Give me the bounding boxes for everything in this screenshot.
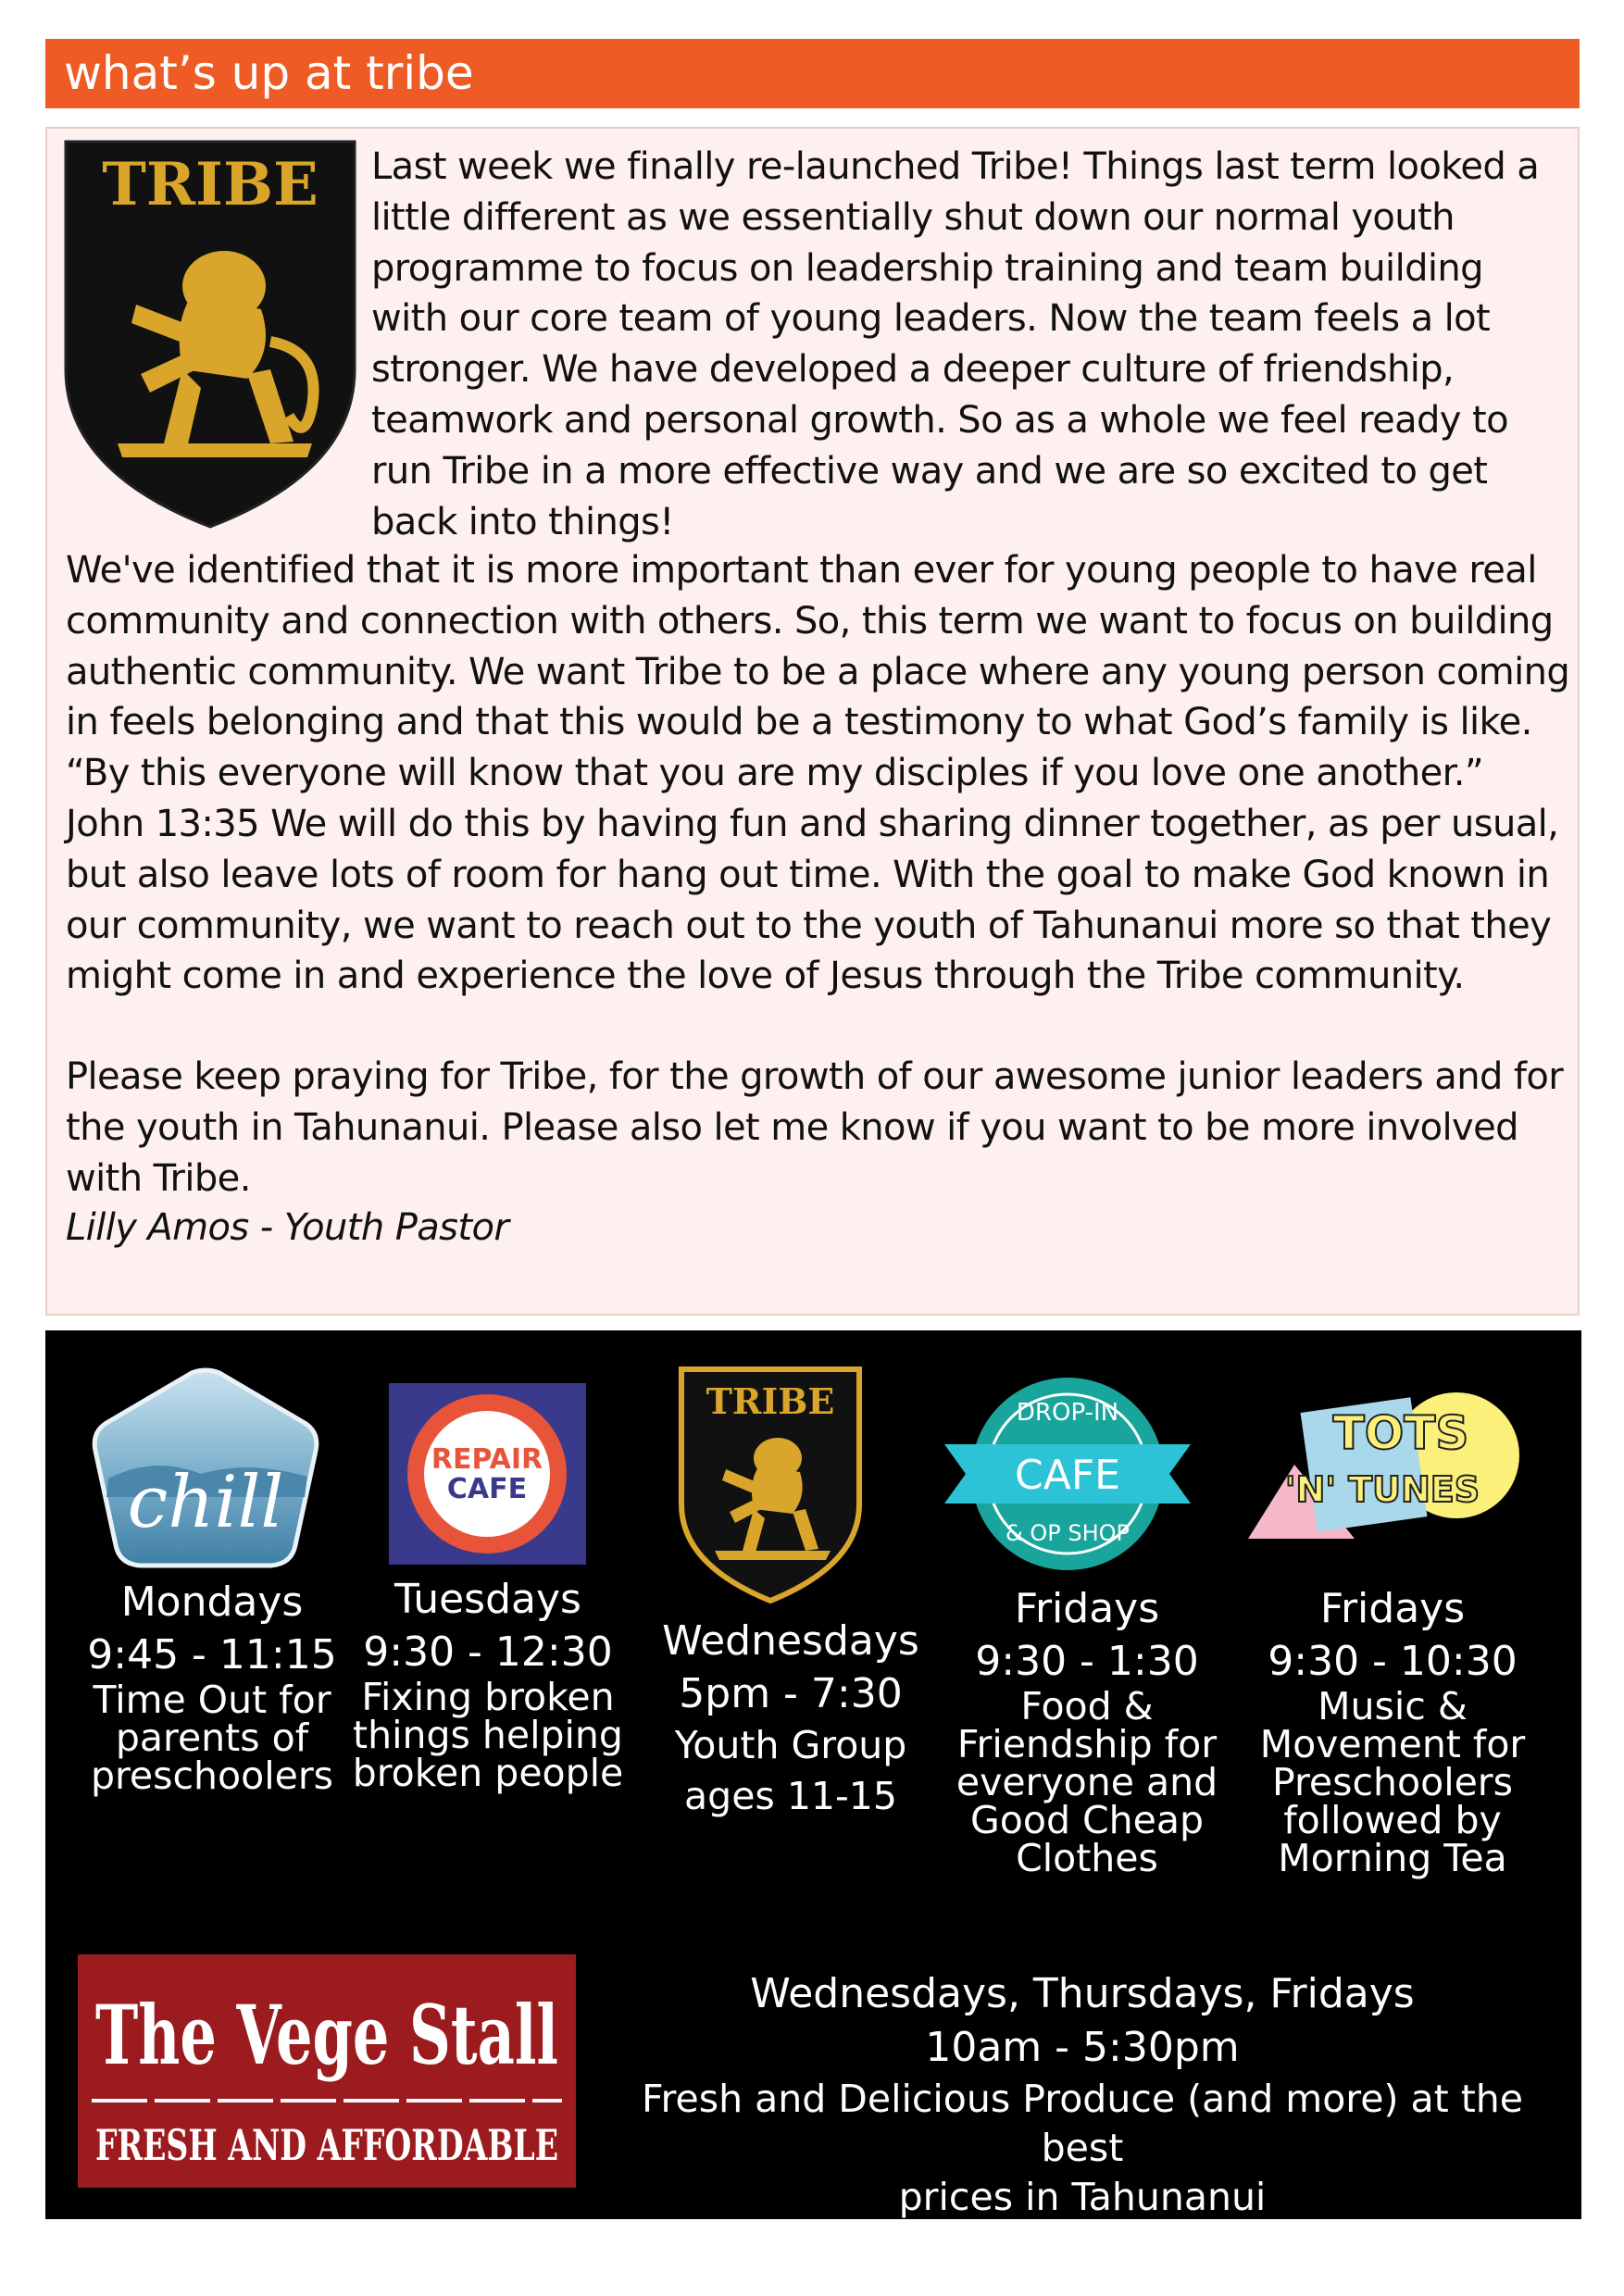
chill-logo — [90, 1367, 321, 1571]
tribe-article — [45, 127, 1580, 1316]
event-time: 5pm - 7:30 — [679, 1670, 903, 1717]
vege-days: Wednesdays, Thursdays, Fridays — [750, 1970, 1415, 2017]
vege-desc-2: prices in Tahunanui — [898, 2175, 1267, 2219]
event-desc-line: broken people — [352, 1751, 624, 1795]
drop-in-cafe-logo — [943, 1372, 1193, 1576]
vege-hours: 10am - 5:30pm — [925, 2024, 1240, 2071]
event-desc-line: Clothes — [1016, 1836, 1158, 1880]
prayer-paragraph: Please keep praying for Tribe, for the growth of our awesome junior leaders and for the youth in Tahunanui. Please also let me know if you want to be more involved with Tribe. — [66, 1055, 1564, 1200]
tribe-small-logo-text: TRIBE — [706, 1380, 835, 1422]
event-wednesdays — [643, 1615, 939, 1822]
tribe-shield-logo — [62, 138, 358, 531]
cafe-logo-top: DROP-IN — [1016, 1399, 1119, 1427]
event-desc-line: Food & — [1020, 1684, 1154, 1728]
vege-stall-info — [601, 1967, 1564, 2222]
tots-n-tunes-logo — [1243, 1377, 1521, 1548]
event-desc-line: Youth Group — [674, 1723, 907, 1767]
event-desc-line: ages 11-15 — [684, 1774, 897, 1818]
event-desc-line: Morning Tea — [1278, 1836, 1507, 1880]
event-time: 9:30 - 10:30 — [1268, 1638, 1518, 1685]
tribe-small-logo — [678, 1366, 863, 1604]
vege-logo-title: The Vege Stall — [95, 1987, 558, 2083]
event-day: Tuesdays — [394, 1576, 581, 1623]
vege-logo-sub: FRESH AND AFFORDABLE — [95, 2120, 558, 2170]
event-day: Mondays — [120, 1578, 304, 1626]
event-time: 9:45 - 11:15 — [87, 1631, 337, 1678]
event-desc-line: Preschoolers — [1271, 1760, 1514, 1804]
event-fridays-tots — [1235, 1582, 1550, 1878]
event-desc-line: Friendship for — [956, 1722, 1218, 1766]
vege-desc-1: Fresh and Delicious Produce (and more) at the best — [641, 2077, 1524, 2170]
event-day: Fridays — [1014, 1585, 1160, 1632]
repair-logo-text-2: CAFE — [446, 1473, 528, 1505]
event-desc-line: Movement for — [1259, 1722, 1526, 1766]
event-desc-line: Fixing broken — [361, 1675, 615, 1719]
chill-logo-text: chill — [127, 1461, 284, 1544]
signature: Lilly Amos - Youth Pastor — [66, 1206, 509, 1249]
intro-paragraph: Last week we finally re-launched Tribe! Things last term looked a little different as we essentially shut down our normal youth programme to focus on leadership training and team building with our core team of young leaders. Now the team feels a lot stronger. We have developed a deeper culture of friendship, teamwork and personal growth. So as a whole we feel ready to run Tribe in a more effective way and we are so excited to get back into things! — [371, 145, 1540, 543]
tots-logo-text-2: 'N' TUNES — [1284, 1469, 1480, 1510]
cafe-logo-mid: CAFE — [1015, 1452, 1120, 1499]
event-desc-line: everyone and — [956, 1760, 1218, 1804]
section-header: what’s up at tribe — [45, 39, 1580, 108]
event-desc-line: Time Out for — [93, 1678, 331, 1722]
tribe-logo-text: TRIBE — [102, 150, 319, 219]
event-desc-line: Music & — [1318, 1684, 1468, 1728]
cafe-logo-bottom: & OP SHOP — [1006, 1520, 1130, 1546]
event-day: Wednesdays — [662, 1617, 919, 1665]
repair-cafe-logo — [389, 1383, 586, 1565]
event-mondays — [73, 1576, 351, 1798]
event-desc-line: followed by — [1283, 1798, 1502, 1842]
event-desc-line: things helping — [353, 1713, 623, 1757]
event-desc-line: Good Cheap — [970, 1798, 1204, 1842]
event-time: 9:30 - 12:30 — [363, 1628, 613, 1676]
vege-stall-logo — [78, 1954, 576, 2188]
repair-logo-text-1: REPAIR — [431, 1443, 543, 1476]
event-time: 9:30 - 1:30 — [975, 1638, 1199, 1685]
event-tuesdays — [340, 1573, 636, 1795]
events-panel — [45, 1330, 1581, 2219]
event-desc-line: preschoolers — [90, 1753, 334, 1798]
event-day: Fridays — [1319, 1585, 1466, 1632]
tots-logo-text-1: TOTS — [1332, 1406, 1469, 1460]
body-paragraph: We've identified that it is more important than ever for young people to have real community and connection with others. So, this term we want to focus on building authentic community. We want Tribe to be a place where any young person coming in feels belonging and that this would be a testimony to what God’s family is like. “By this everyone will know that you are my disciples if you love one another.” John 13:35 We will do this by having fun and sharing dinner together, as per usual, but also leave lots of room for hang out time. With the goal to make God known in our community, we want to reach out to the youth of Tahunanui more so that they might come in and experience the love of Jesus through the Tribe community. — [66, 549, 1570, 998]
event-desc-line: parents of — [115, 1716, 309, 1760]
event-fridays-cafe — [934, 1582, 1240, 1878]
